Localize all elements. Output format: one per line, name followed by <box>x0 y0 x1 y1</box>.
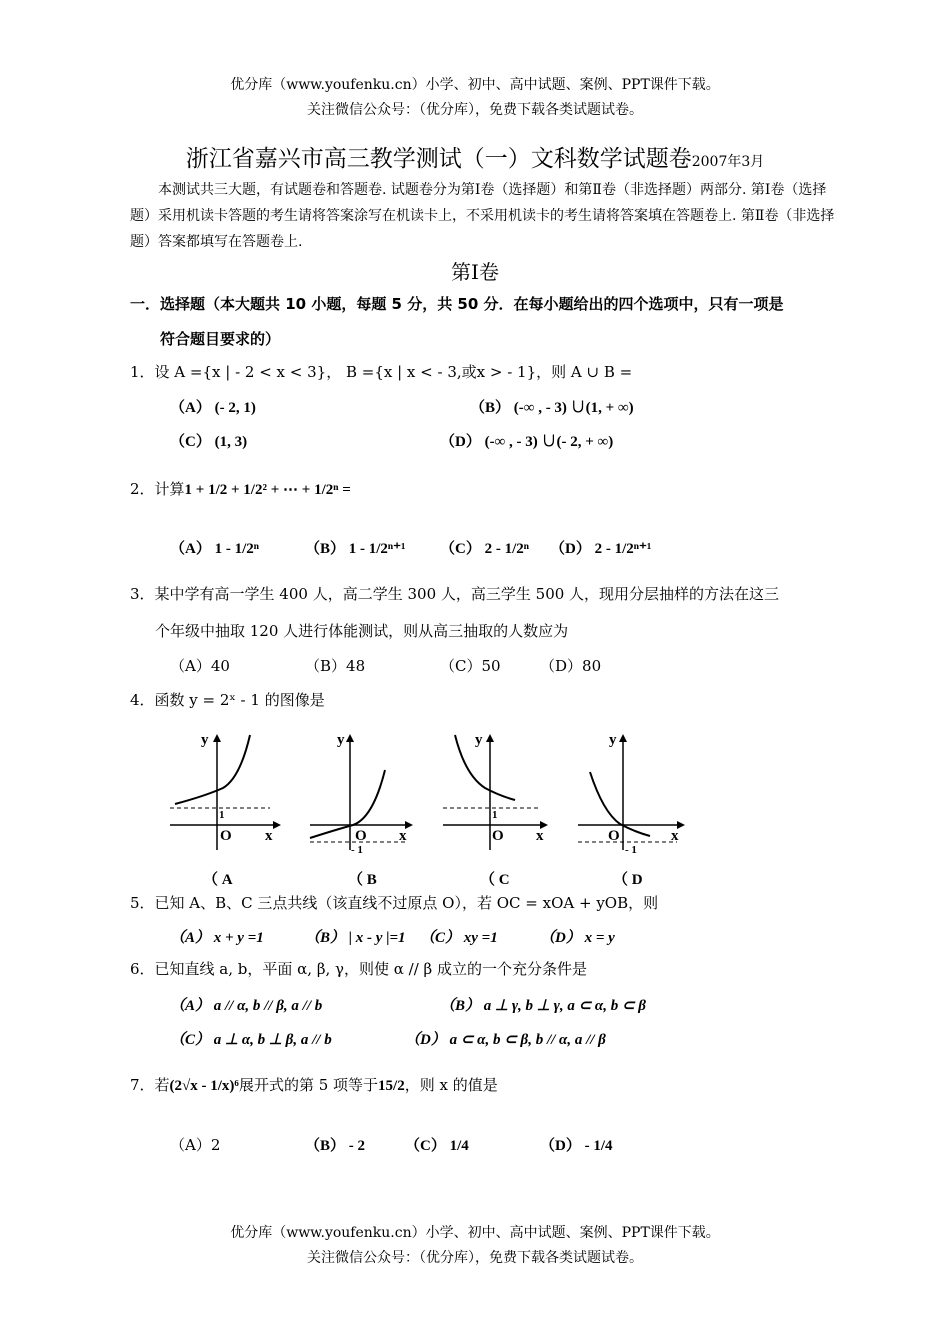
question-1-option-c: （C） (1, 3) <box>170 434 248 450</box>
graph-b-y-label: y <box>337 732 345 748</box>
question-7-option-c: （C） 1/4 <box>405 1138 469 1154</box>
graph-d <box>575 730 695 888</box>
question-2-expression: 1 + 1/2 + 1/2² + ⋯ + 1/2ⁿ = <box>184 482 351 498</box>
footer-line-1: 优分库（www.youfenku.cn）小学、初中、高中试题、案例、PPT课件下载。 <box>230 1225 720 1241</box>
graph-b-x-label: x <box>399 828 407 844</box>
intro-paragraph: 本测试共三大题，有试题卷和答题卷. 试题卷分为第Ⅰ卷（选择题）和第Ⅱ卷（非选择题）两部分. 第Ⅰ卷（选择题）采用机读卡答题的考生请将答案涂写在机读卡上，不采用机读卡的考生请将答案填在答题卷上. 第Ⅱ卷（非选择题）答案都填写在答题卷上. <box>130 182 835 250</box>
graph-b-label: （ B <box>348 872 377 888</box>
question-7-expression: (2√x - 1/x)⁶ <box>169 1078 239 1094</box>
question-2-option-a: （A） 1 - 1/2ⁿ <box>170 541 259 557</box>
question-7-end: ，则 x 的值是 <box>404 1076 498 1094</box>
question-3-option-b: （B）48 <box>305 657 366 675</box>
question-3-line-1: 3．某中学有高一学生 400 人，高二学生 300 人，高三学生 500 人，现用分层抽样的方法在这三 <box>130 585 780 603</box>
question-2-prefix: 2．计算 <box>130 480 185 498</box>
page-title <box>0 140 950 173</box>
title-date: 2007年3月 <box>691 154 765 170</box>
question-3-option-c: （C）50 <box>440 657 501 675</box>
question-1-stem: 1．设 A ={x | - 2 < x < 3}， B ={x | x < - 3,或x > - 1}，则 A ∪ B = <box>130 363 633 381</box>
question-2-option-d: （D） 2 - 1/2ⁿ⁺¹ <box>550 541 652 557</box>
question-5-option-c: （C） xy =1 <box>420 930 498 946</box>
question-7-value: 15/2 <box>378 1078 405 1094</box>
question-6-option-a: （A） a // α, b // β, a // b <box>170 998 323 1014</box>
question-1-option-b: （B） (-∞ , - 3) ∪(1, + ∞) <box>470 400 634 416</box>
question-5-option-d: （D） x = y <box>540 930 615 946</box>
section-heading-line-2: 符合题目要求的） <box>160 330 281 348</box>
graph-d-origin: O <box>608 828 620 844</box>
question-6-option-c: （C） a ⊥ α, b ⊥ β, a // b <box>170 1032 332 1048</box>
graph-a-x-label: x <box>265 828 273 844</box>
graph-a-label: （ A <box>203 872 233 888</box>
question-5-option-b: （B） | x - y |=1 <box>305 930 406 946</box>
graph-c-label: （ C <box>480 872 510 888</box>
header-line-2: 关注微信公众号：（优分库），免费下载各类试题试卷。 <box>307 102 643 118</box>
title-main: 浙江省嘉兴市高三教学测试（一）文科数学试题卷 <box>185 146 692 172</box>
question-7-option-d: （D） - 1/4 <box>540 1138 613 1154</box>
question-2-option-c: （C） 2 - 1/2ⁿ <box>440 541 529 557</box>
graph-b-origin: O <box>355 828 367 844</box>
question-3-line-2: 个年级中抽取 120 人进行体能测试，则从高三抽取的人数应为 <box>155 622 569 640</box>
graph-a-origin: O <box>220 828 232 844</box>
question-5-option-a: （A） x + y =1 <box>170 930 264 946</box>
question-6-option-b: （B） a ⊥ γ, b ⊥ γ, a ⊂ α, b ⊂ β <box>440 998 646 1014</box>
graph-c-origin: O <box>492 828 504 844</box>
graph-d-label: （ D <box>613 872 643 888</box>
graph-d-mark: - 1 <box>625 844 637 856</box>
question-5-stem: 5．已知 A、B、C 三点共线（该直线不过原点 O），若 OC = xOA + yOB，则 <box>130 894 659 912</box>
question-7-prefix: 7．若 <box>130 1076 170 1094</box>
question-1-option-d: （D） (-∞ , - 3) ∪(- 2, + ∞) <box>440 434 614 450</box>
volume-heading: 第Ⅰ卷 <box>451 260 499 284</box>
question-2-stem <box>130 478 351 499</box>
footer-line-2: 关注微信公众号：（优分库），免费下载各类试题试卷。 <box>307 1250 643 1266</box>
question-7-middle: 展开式的第 5 项等于 <box>238 1076 379 1094</box>
graph-d-x-label: x <box>671 828 679 844</box>
graph-c-y-label: y <box>475 732 483 748</box>
graph-a <box>165 730 285 888</box>
question-7-option-a: （A）2 <box>170 1136 221 1154</box>
question-1-option-a: （A） (- 2, 1) <box>170 400 256 416</box>
graph-a-y-label: y <box>201 732 209 748</box>
question-4-stem: 4．函数 y = 2ˣ - 1 的图像是 <box>130 691 325 709</box>
graph-c-mark: 1 <box>492 809 498 821</box>
graph-b <box>305 730 425 888</box>
question-7-option-b: （B） - 2 <box>305 1138 366 1154</box>
question-2-option-b: （B） 1 - 1/2ⁿ⁺¹ <box>305 541 406 557</box>
graph-c <box>440 730 560 888</box>
section-heading-line-1: 一．选择题（本大题共 10 小题，每题 5 分，共 50 分．在每小题给出的四个选项中，只有一项是 <box>130 295 784 313</box>
question-3-option-d: （D）80 <box>540 657 602 675</box>
graph-c-x-label: x <box>536 828 544 844</box>
graph-a-mark: 1 <box>219 809 225 821</box>
question-3-option-a: （A）40 <box>170 657 230 675</box>
question-7-stem <box>130 1074 498 1095</box>
graph-b-mark: - 1 <box>351 844 363 856</box>
question-6-option-d: （D） a ⊂ α, b ⊂ β, b // α, a // β <box>405 1032 606 1048</box>
header-line-1: 优分库（www.youfenku.cn）小学、初中、高中试题、案例、PPT课件下载。 <box>230 77 720 93</box>
graph-d-y-label: y <box>609 732 617 748</box>
question-6-stem: 6．已知直线 a, b，平面 α, β, γ，则使 α // β 成立的一个充分条件是 <box>130 960 587 978</box>
